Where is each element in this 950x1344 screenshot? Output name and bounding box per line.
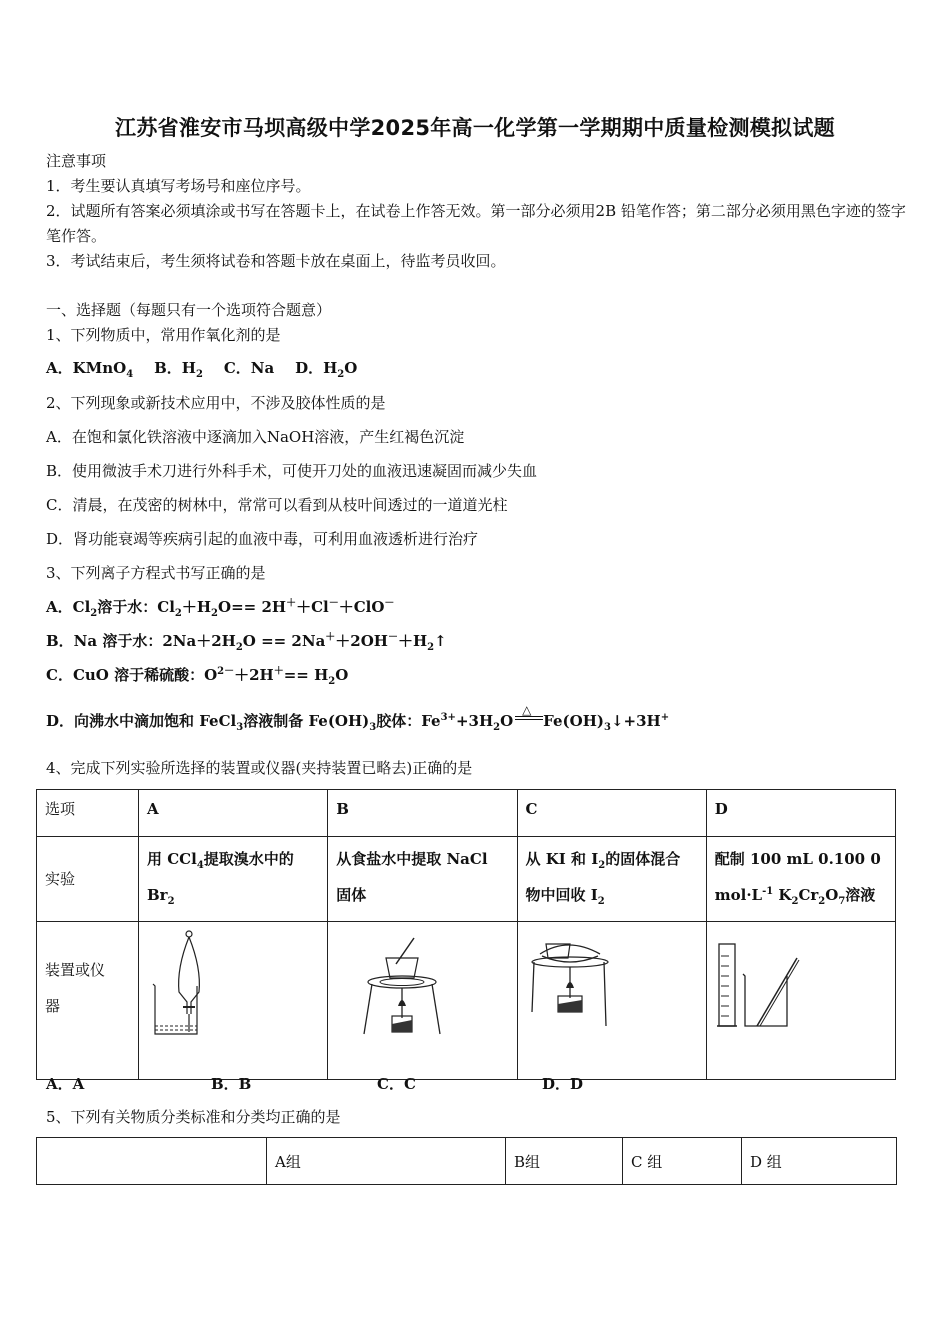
q4-exp-c: 从 KI 和 $I_2$的固体混合 物中回收 $I_2$ xyxy=(517,837,706,922)
q4-answer-b: B．B xyxy=(211,1075,252,1093)
heat-symbol: △ xyxy=(522,703,532,717)
q5-header-d: D 组 xyxy=(742,1138,897,1185)
q4-apparatus-row xyxy=(37,922,896,1080)
q1-option-a: A．KMnO$_4$ xyxy=(46,359,134,380)
q4-answer-d: D．D xyxy=(542,1075,584,1093)
q3-option-b: B．Na 溶于水：$2Na+2H_2O$ == $2Na^++2OH^-+H_2↑$ xyxy=(46,632,447,653)
q1-option-c: C．Na xyxy=(223,359,275,377)
q5-stem: 5、下列有关物质分类标准和分类均正确的是 xyxy=(46,1108,341,1126)
q4-header-d: D xyxy=(706,790,895,837)
q4-header-c: C xyxy=(517,790,706,837)
q2-option-d: D．肾功能衰竭等疾病引起的血液中毒，可利用血液透析进行治疗 xyxy=(46,530,479,548)
q5-header-row xyxy=(37,1138,897,1185)
q1-options xyxy=(46,358,357,378)
q1-option-b: B．$H_2$ xyxy=(154,359,203,380)
equal-line-bottom xyxy=(515,719,543,720)
apparatus-a-cell xyxy=(139,922,328,1080)
q5-header-b: B组 xyxy=(506,1138,623,1185)
q4-header-row xyxy=(37,790,896,837)
graduated-cylinder-beaker-icon xyxy=(707,922,895,1066)
section-heading: 一、选择题（每题只有一个选项符合题意） xyxy=(46,301,332,319)
q2-option-a: A．在饱和氯化铁溶液中逐滴加入NaOH溶液，产生红褐色沉淀 xyxy=(46,428,465,446)
q4-apparatus-label: 装置或仪 器 xyxy=(37,922,139,1080)
q4-table xyxy=(36,789,896,1080)
q5-header-empty xyxy=(37,1138,267,1185)
q5-header-c: C 组 xyxy=(623,1138,742,1185)
q4-header-a: A xyxy=(139,790,328,837)
q5-table xyxy=(36,1137,897,1185)
q3-option-a: A．$Cl_2$溶于水：$Cl_2+H_2O== 2H^++Cl^-+ClO^-$ xyxy=(46,598,395,619)
q4-experiment-row xyxy=(37,837,896,922)
notice-heading: 注意事项 xyxy=(46,152,107,170)
q4-exp-d: 配制 100 mL 0.100 0 $mol\cdot L^{-1}$ $K_2Cr_2O_7$溶液 xyxy=(706,837,895,922)
separatory-funnel-beaker-icon xyxy=(139,922,327,1066)
q1-stem: 1、下列物质中，常用作氧化剂的是 xyxy=(46,326,281,344)
sublimation-setup-icon xyxy=(518,922,706,1066)
q4-header-option: 选项 xyxy=(37,790,139,837)
apparatus-d-cell xyxy=(706,922,895,1080)
q3-option-c: C．CuO 溶于稀硫酸：$O^{2-}+2H^+== H_2O$ xyxy=(46,666,349,687)
apparatus-c-cell xyxy=(517,922,706,1080)
q4-answer-a: A．A xyxy=(46,1075,85,1093)
notice-item-1: 1．考生要认真填写考场号和座位序号。 xyxy=(46,177,311,195)
q3-stem: 3、下列离子方程式书写正确的是 xyxy=(46,564,266,582)
q4-answer-c: C．C xyxy=(377,1075,416,1093)
q4-header-b: B xyxy=(328,790,517,837)
q5-header-a: A组 xyxy=(267,1138,506,1185)
notice-item-2: 2．试题所有答案必须填涂或书写在答题卡上，在试卷上作答无效。第一部分必须用2B 铅笔作答；第二部分必须用黑色字迹的签字笔作答。 xyxy=(46,202,906,245)
q1-option-d: D．$H_2O$ xyxy=(295,359,358,380)
q2-option-c: C．清晨，在茂密的树林中，常常可以看到从枝叶间透过的一道道光柱 xyxy=(46,496,508,514)
q2-option-b: B．使用微波手术刀进行外科手术，可使开刀处的血液迅速凝固而减少失血 xyxy=(46,462,538,480)
q4-stem: 4、完成下列实验所选择的装置或仪器(夹持装置已略去)正确的是 xyxy=(46,759,473,777)
q4-exp-b: 从食盐水中提取 NaCl 固体 xyxy=(328,837,517,922)
q4-experiment-label: 实验 xyxy=(37,837,139,922)
evaporation-setup-icon xyxy=(328,922,516,1066)
q3-option-d: D．向沸水中滴加饱和 FeCl$_3$溶液制备 $Fe(OH)_3$胶体：$Fe^{3+}+3H_2O$ △ $Fe(OH)_3↓+3H^+$ xyxy=(46,711,669,732)
heat-arrow xyxy=(513,703,543,732)
notice-item-3: 3．考试结束后，考生须将试卷和答题卡放在桌面上，待监考员收回。 xyxy=(46,252,506,270)
q2-stem: 2、下列现象或新技术应用中，不涉及胶体性质的是 xyxy=(46,394,386,412)
apparatus-b-cell xyxy=(328,922,517,1080)
equal-line-top xyxy=(515,716,543,717)
q4-exp-a: 用 CCl$_4$提取溴水中的 $Br_2$ xyxy=(139,837,328,922)
page-title: 江苏省淮安市马坝高级中学2025年高一化学第一学期期中质量检测模拟试题 xyxy=(115,116,835,140)
